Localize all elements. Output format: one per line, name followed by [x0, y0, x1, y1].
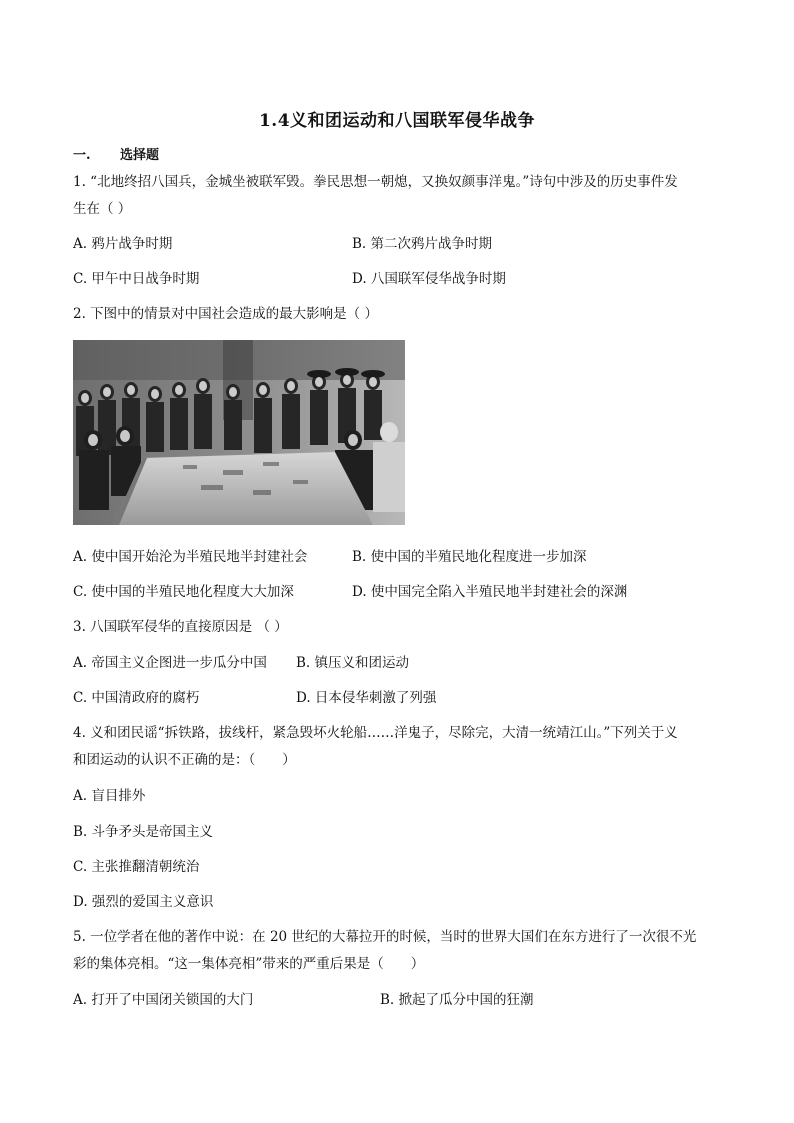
q5-option-b: B. 掀起了瓜分中国的狂潮	[380, 992, 534, 1008]
q4-option-a: A. 盲目排外	[73, 788, 146, 804]
section-heading	[73, 144, 159, 163]
q5-stem-line1: 5. 一位学者在他的著作中说：在 20 世纪的大幕拉开的时候，当时的世界大国们在东方进行了一次很不光	[73, 929, 697, 945]
section-label: 选择题	[120, 148, 160, 163]
q4-option-b: B. 斗争矛头是帝国主义	[73, 824, 214, 840]
q1-option-d: D. 八国联军侵华战争时期	[352, 271, 506, 287]
section-number: 一.	[73, 148, 91, 163]
page-title: 1.4义和团运动和八国联军侵华战争	[258, 111, 536, 131]
q1-option-b: B. 第二次鸦片战争时期	[352, 236, 493, 252]
q2-option-c: C. 使中国的半殖民地化程度大大加深	[73, 584, 294, 600]
historical-photo	[73, 340, 405, 525]
q1-option-a: A. 鸦片战争时期	[73, 236, 173, 252]
q5-stem-line2: 彩的集体亮相。“这一集体亮相”带来的严重后果是（ ）	[73, 956, 425, 972]
q2-stem: 2. 下图中的情景对中国社会造成的最大影响是（ ）	[73, 306, 378, 322]
q1-stem-line1: 1. “北地终招八国兵，金城坐被联军毁。拳民思想一朝熄，又换奴颜事洋鬼。”诗句中涉及的历史事件发	[73, 174, 678, 190]
q5-option-a: A. 打开了中国闭关锁国的大门	[73, 992, 254, 1008]
q3-stem: 3. 八国联军侵华的直接原因是 （ ）	[73, 619, 288, 635]
q2-option-b: B. 使中国的半殖民地化程度进一步加深	[352, 549, 587, 565]
q4-option-d: D. 强烈的爱国主义意识	[73, 894, 214, 910]
q4-stem-line1: 4. 义和团民谣“拆铁路，拔线杆，紧急毁坏火轮船……洋鬼子，尽除完，大清一统靖江山。”下列关于义	[73, 725, 678, 741]
q1-stem-line2: 生在（ ）	[73, 201, 132, 217]
q2-option-a: A. 使中国开始沦为半殖民地半封建社会	[73, 549, 308, 565]
q3-option-b: B. 镇压义和团运动	[296, 655, 410, 671]
q4-stem-line2: 和团运动的认识不正确的是：（ ）	[73, 752, 296, 768]
q3-option-d: D. 日本侵华刺激了列强	[296, 690, 437, 706]
q1-option-c: C. 甲午中日战争时期	[73, 271, 200, 287]
q3-option-c: C. 中国清政府的腐朽	[73, 690, 200, 706]
photo-illustration	[73, 340, 405, 525]
q2-option-d: D. 使中国完全陷入半殖民地半封建社会的深渊	[352, 584, 628, 600]
q4-option-c: C. 主张推翻清朝统治	[73, 859, 200, 875]
q3-option-a: A. 帝国主义企图进一步瓜分中国	[73, 655, 267, 671]
